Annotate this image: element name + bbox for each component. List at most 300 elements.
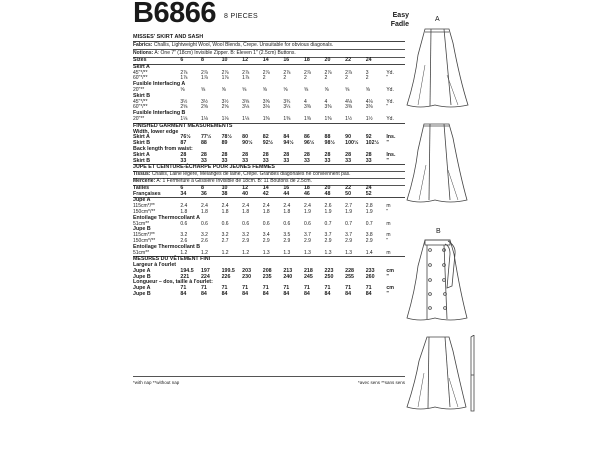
size-value: 2 (365, 75, 369, 82)
size-column-header: 8 (201, 58, 222, 65)
size-value: 96½ (303, 140, 315, 147)
unit-label: " (386, 291, 389, 298)
size-value: 3⅜ (365, 104, 373, 111)
size-column-header: 12 (242, 58, 263, 65)
width-title: Largeur à l'ourlet (133, 262, 177, 269)
size-value: 33 (303, 157, 310, 164)
size-value: 2⅞ (221, 69, 229, 76)
size-value: 33 (242, 157, 249, 164)
size-value: 4 (303, 98, 307, 105)
unit-label: " (386, 237, 389, 244)
unit-label: " (386, 157, 389, 164)
size-value: 28 (345, 151, 352, 158)
size-value: 0.6 (303, 220, 311, 227)
size-value: 2⅞ (262, 69, 270, 76)
french-title: JUPE ET CEINTURE-ÉCHARPE POUR JEUNES FEMMES (133, 165, 405, 172)
row-label: Jupe A (133, 285, 151, 292)
size-value: 1½ (345, 115, 353, 122)
size-value: 245 (303, 273, 313, 280)
size-value: 1.9 (365, 208, 373, 215)
size-column-header: 22 (345, 58, 366, 65)
size-value: 255 (345, 273, 354, 280)
size-value: 3.8 (365, 232, 373, 239)
unit-label: m (386, 203, 391, 210)
size-value: 3½ (200, 98, 208, 105)
size-value: 240 (283, 273, 293, 280)
unit-label: " (386, 273, 389, 280)
length-title: Longueur – dos, taille à l'ourlet: (133, 279, 213, 286)
size-value: 2.6 (180, 237, 188, 244)
size-value: 2.9 (242, 237, 250, 244)
francaise-size: 38 (221, 190, 228, 197)
size-value: 28 (200, 151, 207, 158)
size-value: 250 (324, 273, 334, 280)
unit-label: cm (386, 285, 394, 292)
size-value: 3½ (221, 98, 229, 105)
pieces-count: 8 PIECES (224, 13, 258, 20)
size-value: 28 (283, 151, 290, 158)
size-value: ⅝ (303, 86, 309, 93)
difficulty-fr: Fadle (390, 21, 409, 28)
size-value: 33 (324, 157, 331, 164)
section-title: Fusible Interfacing B (133, 110, 186, 117)
unit-label: Yd. (386, 86, 394, 93)
section-title: Jupe A (133, 198, 405, 204)
francaise-size: 44 (283, 190, 290, 197)
pattern-number: B6866 (133, 0, 216, 29)
size-value: 84 (180, 291, 187, 298)
size-value: 1⅛ (221, 115, 229, 122)
size-value: 84 (283, 291, 290, 298)
size-value: 3⅜ (324, 104, 332, 111)
size-value: 2.9 (345, 237, 353, 244)
size-value: 71 (303, 285, 310, 292)
row-label: Jupe B (133, 291, 151, 298)
size-value: 2⅞ (324, 69, 332, 76)
fabrics-line (133, 41, 405, 49)
row-label: 150cm*/** (133, 237, 156, 244)
width-title: Width, lower edge (133, 128, 179, 135)
size-value: 0.7 (365, 220, 373, 227)
size-value: ⅝ (365, 86, 370, 93)
row-label: Skirt A (133, 151, 150, 158)
size-value: 3⅛ (242, 104, 250, 111)
size-value: 1.9 (324, 208, 332, 215)
view-b-label: B (436, 228, 441, 235)
fabrics-text: Challis, Lightweight Wool, Wool Blends, Crepe. Unsuitable for obvious diagonals. (153, 42, 334, 48)
size-value: 84 (303, 291, 310, 298)
size-value: 33 (200, 157, 207, 164)
size-value: ⅝ (221, 86, 226, 93)
notions-line (133, 49, 405, 57)
row-label: 115cm*/** (133, 203, 155, 210)
size-value: 28 (365, 151, 372, 158)
size-value: 2.4 (180, 203, 188, 210)
size-value: 0.6 (180, 220, 188, 227)
size-value: 208 (262, 267, 272, 274)
size-value: 3 (365, 69, 369, 76)
francaise-size: 50 (345, 190, 352, 197)
size-value: 84 (365, 291, 372, 298)
size-column-header: 18 (304, 58, 325, 65)
size-value: 2⅝ (221, 104, 229, 111)
size-value: ⅝ (345, 86, 350, 93)
size-value: 4 (324, 98, 328, 105)
francaise-size: 46 (303, 190, 310, 197)
size-value: ⅝ (180, 86, 185, 93)
size-value: 3⅝ (262, 98, 270, 105)
unit-label: " (386, 208, 389, 215)
notions-text: A: One 7" (18cm) Invisible Zipper. B: Eleven 1" (2.5cm) Buttons. (154, 50, 296, 56)
size-value: 1⅜ (303, 115, 311, 122)
size-value: 71 (283, 285, 290, 292)
size-value: 1.2 (221, 249, 229, 256)
size-value: 2 (303, 75, 307, 82)
row-label: 60"*/** (133, 75, 148, 82)
size-value: 92 (365, 134, 372, 141)
size-value: 84 (283, 134, 290, 141)
size-value: 2⅞ (345, 69, 353, 76)
tissus-label: Tissus: (133, 171, 151, 178)
size-value: 92½ (262, 140, 274, 147)
skirt-a-front-illustration (400, 25, 480, 110)
mercerie-label: Mercerie: (133, 177, 156, 184)
unit-label: cm (386, 267, 394, 274)
size-value: 197 (200, 267, 210, 274)
unit-label: Yd. (386, 98, 394, 105)
size-value: 3.2 (200, 232, 208, 239)
size-value: 28 (242, 151, 249, 158)
size-value: 2⅝ (180, 104, 188, 111)
size-value: ⅝ (283, 86, 288, 93)
size-value: 3.5 (283, 232, 291, 239)
size-value: 2.6 (324, 203, 332, 210)
size-value: ⅝ (242, 86, 247, 93)
size-value: 3⅝ (242, 98, 250, 105)
size-value: 1.8 (262, 208, 270, 215)
tissus-text: Challis, Laine légère, Mélanges de laine, Crêpe. Grandes diagonales ne conviennent pas. (151, 171, 351, 178)
row-label: 45"*/** (133, 98, 148, 105)
size-value: 1⅞ (221, 75, 229, 82)
row-label: 51cm** (133, 220, 150, 227)
size-value: 71 (221, 285, 228, 292)
size-value: 98½ (324, 140, 335, 147)
size-value: 228 (345, 267, 354, 274)
unit-label: " (386, 140, 389, 147)
size-value: 28 (303, 151, 310, 158)
size-value: 3¾ (283, 98, 291, 105)
size-value: 3.2 (242, 232, 250, 239)
size-value: 1.8 (180, 208, 188, 215)
size-value: 71 (242, 285, 249, 292)
taille-column-header: 18 (304, 185, 325, 191)
francaise-size: 36 (200, 190, 207, 197)
size-value: 84 (324, 291, 331, 298)
sizes-label: Sizes (133, 58, 180, 65)
finished-title: FINISHED GARMENT MEASUREMENTS (133, 123, 405, 129)
size-value: 84 (345, 291, 352, 298)
francaise-size: 42 (262, 190, 269, 197)
size-value: 0.6 (262, 220, 270, 227)
unit-label: Yd. (386, 69, 394, 76)
unit-label: " (386, 75, 389, 82)
size-value: 28 (262, 151, 269, 158)
size-value: 1⅛ (200, 115, 208, 122)
size-value: 0.6 (242, 220, 250, 227)
size-value: 3.4 (262, 232, 270, 239)
size-value: 2 (283, 75, 287, 82)
size-value: 102½ (365, 140, 379, 147)
size-value: 2.7 (221, 237, 229, 244)
pattern-envelope-back (133, 0, 409, 298)
francaises-label: Françaises (133, 190, 161, 197)
size-value: 2.4 (242, 203, 250, 210)
size-column-header: 16 (283, 58, 304, 65)
size-value: 1.4 (365, 249, 373, 256)
size-value: 230 (242, 273, 252, 280)
unit-label: Ins. (386, 134, 396, 141)
size-value: 2.9 (365, 237, 373, 244)
size-value: 1⅞ (200, 75, 208, 82)
size-column-header: 6 (180, 58, 201, 65)
size-value: 84 (242, 291, 249, 298)
french-yardage-table (133, 164, 405, 298)
footer-nap-legend-fr: *avec sens **sans sens (357, 380, 405, 385)
size-value: 2 (345, 75, 348, 82)
size-value: 2.8 (365, 203, 373, 210)
section-title: Skirt B (133, 92, 151, 99)
size-value: 2.7 (345, 203, 353, 210)
size-value: 90 (345, 134, 352, 141)
fabrics-label: Fabrics: (133, 42, 153, 48)
unit-label: Ins. (386, 151, 396, 158)
francaise-size: 52 (365, 190, 372, 197)
size-value: 3¼ (283, 104, 291, 111)
row-label: Jupe B (133, 273, 151, 280)
size-value: 2⅝ (200, 104, 208, 111)
size-value: 3⅜ (303, 104, 311, 111)
size-value: 1.2 (242, 249, 250, 256)
size-value: 2.9 (283, 237, 291, 244)
size-value: 33 (365, 157, 372, 164)
size-value: 260 (365, 273, 375, 280)
size-value: 1.8 (221, 208, 229, 215)
size-value: 2.4 (283, 203, 291, 210)
section-title: Fusible Interfacing A (133, 81, 186, 88)
taille-column-header: 10 (222, 185, 243, 191)
sizes-header-row (133, 58, 405, 65)
row-label: Jupe A (133, 267, 151, 274)
mercerie-text: A: 1 Fermeture à Glissière Invisible de 18cm. B: 11 Boutons de 2.5cm. (156, 177, 312, 184)
size-value: 28 (180, 151, 187, 158)
section-title: Jupe B (133, 226, 151, 233)
size-value: 33 (283, 157, 290, 164)
taille-column-header: 8 (201, 185, 222, 191)
size-value: 1.3 (324, 249, 332, 256)
section-title: Entoilage Thermocollant B (133, 243, 201, 250)
row-label: 51cm** (133, 249, 150, 256)
taille-column-header: 24 (366, 185, 387, 191)
unit-label: Yd. (386, 115, 394, 122)
size-value: 90½ (242, 140, 253, 147)
size-value: 4⅛ (365, 98, 373, 105)
skirt-b-front-illustration (400, 236, 480, 326)
size-value: 77½ (200, 134, 212, 141)
size-value: 89 (221, 140, 228, 147)
title-row (133, 0, 409, 30)
size-value: 1.8 (200, 208, 208, 215)
size-value: 1⅛ (180, 115, 188, 122)
size-value: 2.4 (303, 203, 311, 210)
taille-column-header: 12 (242, 185, 263, 191)
size-value: 213 (283, 267, 293, 274)
size-value: 0.7 (324, 220, 332, 227)
size-value: 1.3 (303, 249, 311, 256)
size-value: 82 (262, 134, 269, 141)
size-value: 0.6 (200, 220, 208, 227)
size-value: 88 (324, 134, 331, 141)
tailles-label: Tailles (133, 185, 180, 191)
section-title: Entoilage Thermocollant A (133, 214, 200, 221)
length-title: Back length from waist: (133, 145, 193, 152)
size-value: 1⅞ (180, 75, 188, 82)
size-value: 1.3 (283, 249, 291, 256)
size-value: 233 (365, 267, 375, 274)
size-value: 1⅜ (283, 115, 291, 122)
difficulty-en: Easy (392, 12, 409, 19)
size-value: 203 (242, 267, 252, 274)
size-value: 1½ (365, 115, 373, 122)
skirt-a-back-illustration (400, 120, 480, 205)
size-column-header: 24 (366, 58, 387, 65)
row-label: 150cm*/** (133, 208, 156, 215)
size-value: 28 (324, 151, 331, 158)
size-value: 3.2 (180, 232, 188, 239)
size-value: 2.9 (303, 237, 311, 244)
taille-column-header: 16 (283, 185, 304, 191)
row-label: 20"** (133, 86, 145, 93)
size-value: 76½ (180, 134, 191, 141)
taille-column-header: 14 (263, 185, 284, 191)
size-value: 2.4 (221, 203, 229, 210)
notions-label: Notions: (133, 50, 154, 56)
size-value: 2.9 (324, 237, 332, 244)
row-label: Skirt B (133, 140, 151, 147)
francaise-size: 34 (180, 190, 187, 197)
row-label: 60"*/** (133, 104, 148, 111)
size-value: 2 (324, 75, 328, 82)
size-value: 28 (221, 151, 228, 158)
size-value: 3.7 (345, 232, 353, 239)
size-value: ⅝ (324, 86, 329, 93)
size-value: 84 (262, 291, 269, 298)
size-value: 2 (262, 75, 266, 82)
size-value: ⅝ (262, 86, 267, 93)
size-value: 1.2 (200, 249, 208, 256)
size-value: 84 (200, 291, 207, 298)
size-value: 87 (180, 140, 187, 147)
size-value: 71 (200, 285, 207, 292)
size-value: 3.7 (303, 232, 311, 239)
francaise-size: 40 (242, 190, 249, 197)
size-value: 1⅞ (242, 75, 250, 82)
footer-notes (133, 376, 405, 385)
size-column-header: 10 (222, 58, 243, 65)
size-value: 71 (345, 285, 352, 292)
row-label: 45"*/** (133, 69, 148, 76)
size-value: 33 (221, 157, 228, 164)
mercerie-row (133, 178, 405, 185)
size-value: 3.2 (221, 232, 229, 239)
size-column-header: 14 (263, 58, 284, 65)
unit-label: m (386, 232, 391, 239)
size-value: 80 (242, 134, 249, 141)
size-value: 2.9 (262, 237, 270, 244)
size-value: 71 (262, 285, 269, 292)
row-label: Skirt B (133, 157, 151, 164)
size-value: 223 (324, 267, 334, 274)
size-value: 221 (180, 273, 190, 280)
sash-illustration (468, 335, 480, 415)
francaise-size: 48 (324, 190, 331, 197)
size-value: 2.4 (262, 203, 270, 210)
size-value: 3½ (180, 98, 188, 105)
size-value: 218 (303, 267, 313, 274)
size-value: 1⅜ (324, 115, 332, 122)
mercerie-line (133, 178, 405, 185)
table-row (133, 292, 405, 298)
taille-column-header: 22 (345, 185, 366, 191)
unit-label: m (386, 220, 391, 227)
unit-label: " (386, 104, 389, 111)
size-value: 0.6 (283, 220, 291, 227)
size-value: 1.3 (345, 249, 353, 256)
size-value: 1⅜ (262, 115, 270, 122)
size-value: 94½ (283, 140, 294, 147)
row-label: 20"** (133, 115, 145, 122)
size-value: 194.5 (180, 267, 194, 274)
size-value: 1.8 (242, 208, 250, 215)
size-value: 1.9 (303, 208, 311, 215)
size-value: 3⅛ (262, 104, 270, 111)
section-title: Skirt A (133, 64, 405, 70)
unit-label: m (386, 249, 391, 256)
size-value: 100½ (345, 140, 359, 147)
row-label: 115cm*/** (133, 232, 155, 239)
size-value: 2⅞ (303, 69, 311, 76)
size-value: 2⅞ (283, 69, 291, 76)
size-value: 2.4 (200, 203, 208, 210)
footer-nap-legend-en: *with nap **without nap (133, 380, 180, 385)
size-value: 2⅞ (242, 69, 250, 76)
size-value: 2⅞ (180, 69, 188, 76)
size-value: 71 (180, 285, 187, 292)
size-value: 199.5 (221, 267, 235, 274)
size-value: 2⅞ (200, 69, 208, 76)
size-value: 235 (262, 273, 272, 280)
size-value: 1.2 (180, 249, 188, 256)
size-column-header: 20 (325, 58, 346, 65)
size-value: 1⅛ (242, 115, 250, 122)
size-value: 71 (324, 285, 331, 292)
size-value: 224 (200, 273, 210, 280)
size-value: 226 (221, 273, 231, 280)
size-value: 1.9 (345, 208, 353, 215)
view-a-label: A (435, 16, 440, 23)
size-value: ⅝ (200, 86, 206, 93)
size-value: 78½ (221, 134, 232, 141)
size-value: 33 (345, 157, 352, 164)
